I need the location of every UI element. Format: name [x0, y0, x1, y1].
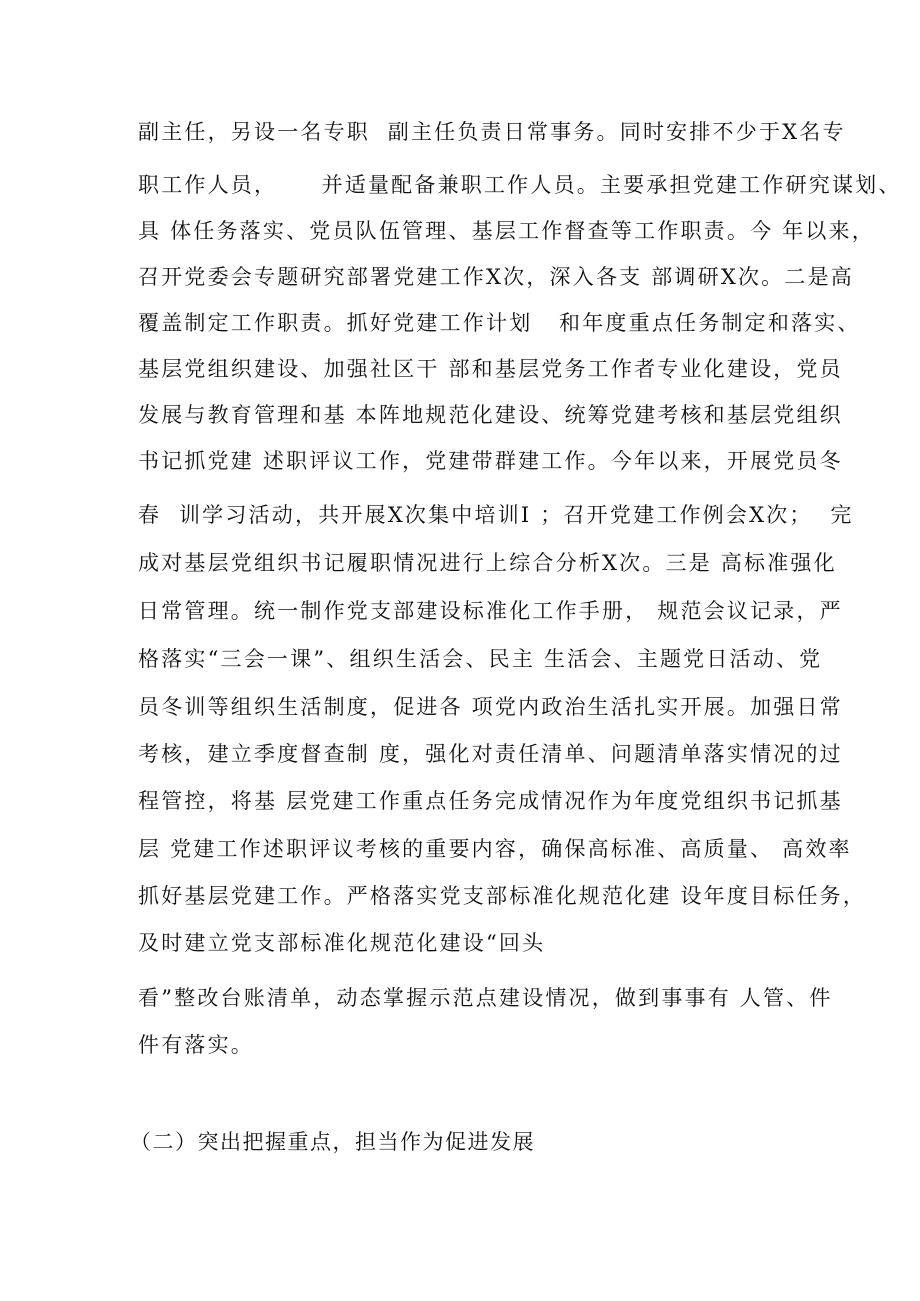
- body-line-2: 职工作人员， 并适量配备兼职工作人员。主要承担党建工作研究谋划、: [138, 173, 902, 197]
- body-line-13: 员冬训等组织生活制度，促进各 项党内政治生活扎实开展。加强日常: [138, 695, 843, 719]
- body-line-3: 具 体任务落实、党员队伍管理、基层工作督查等工作职责。今 年以来，: [138, 219, 875, 243]
- body-line-5: 覆盖制定工作职责。抓好党建工作计划 和年度重点任务制定和落实、: [138, 311, 861, 335]
- body-line-14: 考核，建立季度督查制 度，强化对责任清单、问题清单落实情况的过: [138, 742, 843, 766]
- body-line-1: 副主任，另设一名专职 副主任负责日常事务。同时安排不少于X名专: [138, 120, 846, 144]
- body-line-10: 成对基层党组织书记履职情况进行上综合分析X次。三是 高标准强化: [138, 551, 837, 575]
- body-line-19: 看”整改台账清单，动态掌握示范点建设情况，做到事事有 人管、件: [138, 986, 833, 1010]
- body-line-15: 程管控，将基 层党建工作重点任务完成情况作为年度党组织书记抓基: [138, 789, 843, 813]
- body-line-4: 召开党委会专题研究部署党建工作X次，深入各支 部调研X次。二是高: [138, 265, 854, 289]
- section-heading: （二）突出把握重点，担当作为促进发展: [130, 1130, 535, 1154]
- body-line-20: 件有落实。: [138, 1033, 254, 1057]
- body-line-16: 层 党建工作述职评议考核的重要内容，确保高标准、高质量、 高效率: [138, 837, 852, 861]
- body-line-8: 书记抓党建 述职评议工作，党建带群建工作。今年以来，开展党员冬: [138, 449, 843, 473]
- body-line-6: 基层党组织建设、加强社区干 部和基层党务工作者专业化建设，党员: [138, 357, 843, 381]
- body-line-18: 及时建立党支部标准化规范化建设“回头: [138, 931, 546, 955]
- body-line-9: 春 训学习活动，共开展X次集中培训I ；召开党建工作例会X次； 完: [138, 503, 854, 527]
- body-line-12: 格落实“三会一课”、组织生活会、民主 生活会、主题党日活动、党: [138, 647, 823, 671]
- body-line-17: 抓好基层党建工作。严格落实党支部标准化规范化建 设年度目标任务，: [138, 884, 867, 908]
- body-line-11: 日常管理。统一制作党支部建设标准化工作手册， 规范会议记录，严: [138, 599, 843, 623]
- body-line-7: 发展与教育管理和基 本阵地规范化建设、统筹党建考核和基层党组织: [138, 403, 843, 427]
